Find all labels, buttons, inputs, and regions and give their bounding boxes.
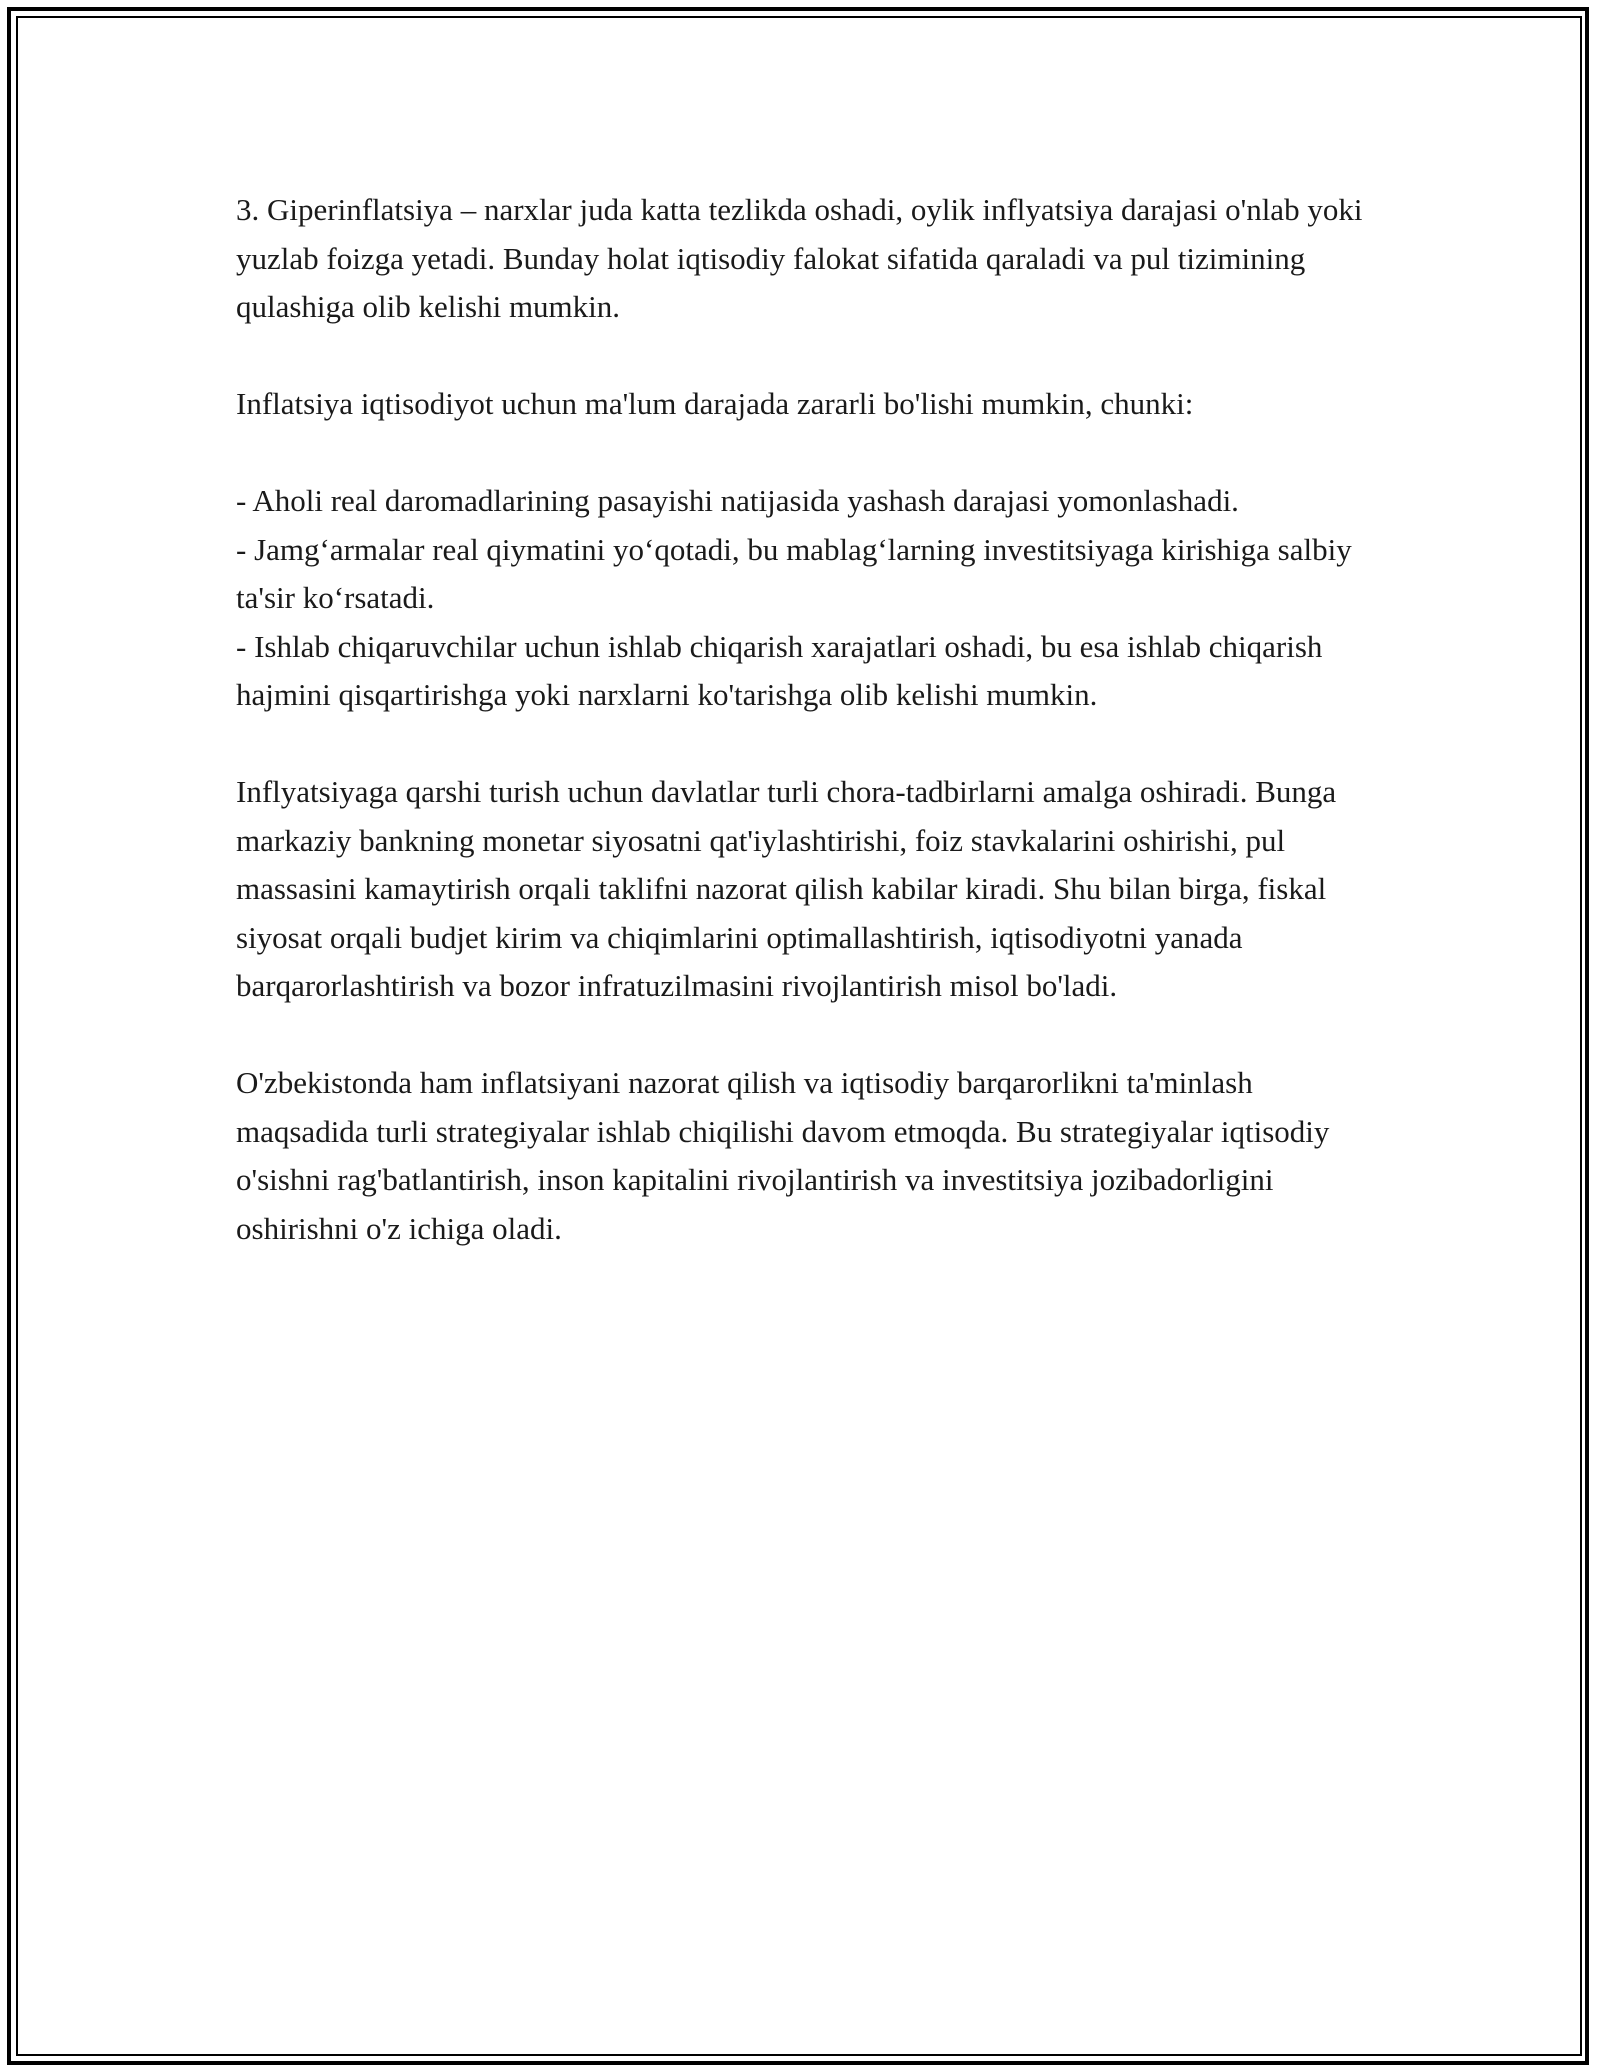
list-item: - Jamg‘armalar real qiymatini yo‘qotadi, bu mablag‘larning investitsiyaga kirishiga salbiy ta'sir ko‘rsatadi. [236, 531, 1352, 615]
paragraph-inflation-harm-intro: Inflatsiya iqtisodiyot uchun ma'lum darajada zararli bo'lishi mumkin, chunki: [236, 386, 1194, 421]
paragraph-uzbekistan: O'zbekistonda ham inflatsiyani nazorat qilish va iqtisodiy barqarorlikni ta'minlash maqsadida turli strategiyalar ishlab chiqilishi davom etmoqda. Bu strategiyalar iqtisodiy o'sishni rag'batlantirish, inson kapitalini rivojlantirish va investitsiya jozibadorligini oshirishni o'z ichiga oladi. [236, 1065, 1330, 1246]
paragraph-hyperinflation: 3. Giperinflatsiya – narxlar juda katta tezlikda oshadi, oylik inflyatsiya darajasi o'nlab yoki yuzlab foizga yetadi. Bunday holat iqtisodiy falokat sifatida qaraladi va pul tizimining qulashiga olib kelishi mumkin. [236, 192, 1363, 324]
list-item: - Aholi real daromadlarining pasayishi natijasida yashash darajasi yomonlashadi. [236, 483, 1239, 518]
harm-list [236, 477, 1366, 720]
list-item: - Ishlab chiqaruvchilar uchun ishlab chiqarish xarajatlari oshadi, bu esa ishlab chiqarish hajmini qisqartirishga yoki narxlarni ko'tarishga olib kelishi mumkin. [236, 628, 1323, 712]
document-body [236, 186, 1366, 1302]
paragraph-countermeasures: Inflyatsiyaga qarshi turish uchun davlatlar turli chora-tadbirlarni amalga oshiradi. Bunga markaziy bankning monetar siyosatni qat'iylashtirishi, foiz stavkalarini oshirishi, pul massasini kamaytirish orqali taklifni nazorat qilish kabilar kiradi. Shu bilan birga, fiskal siyosat orqali budjet kirim va chiqimlarini optimallashtirish, iqtisodiyotni yanada barqarorlashtirish va bozor infratuzilmasini rivojlantirish misol bo'ladi. [236, 774, 1337, 1003]
